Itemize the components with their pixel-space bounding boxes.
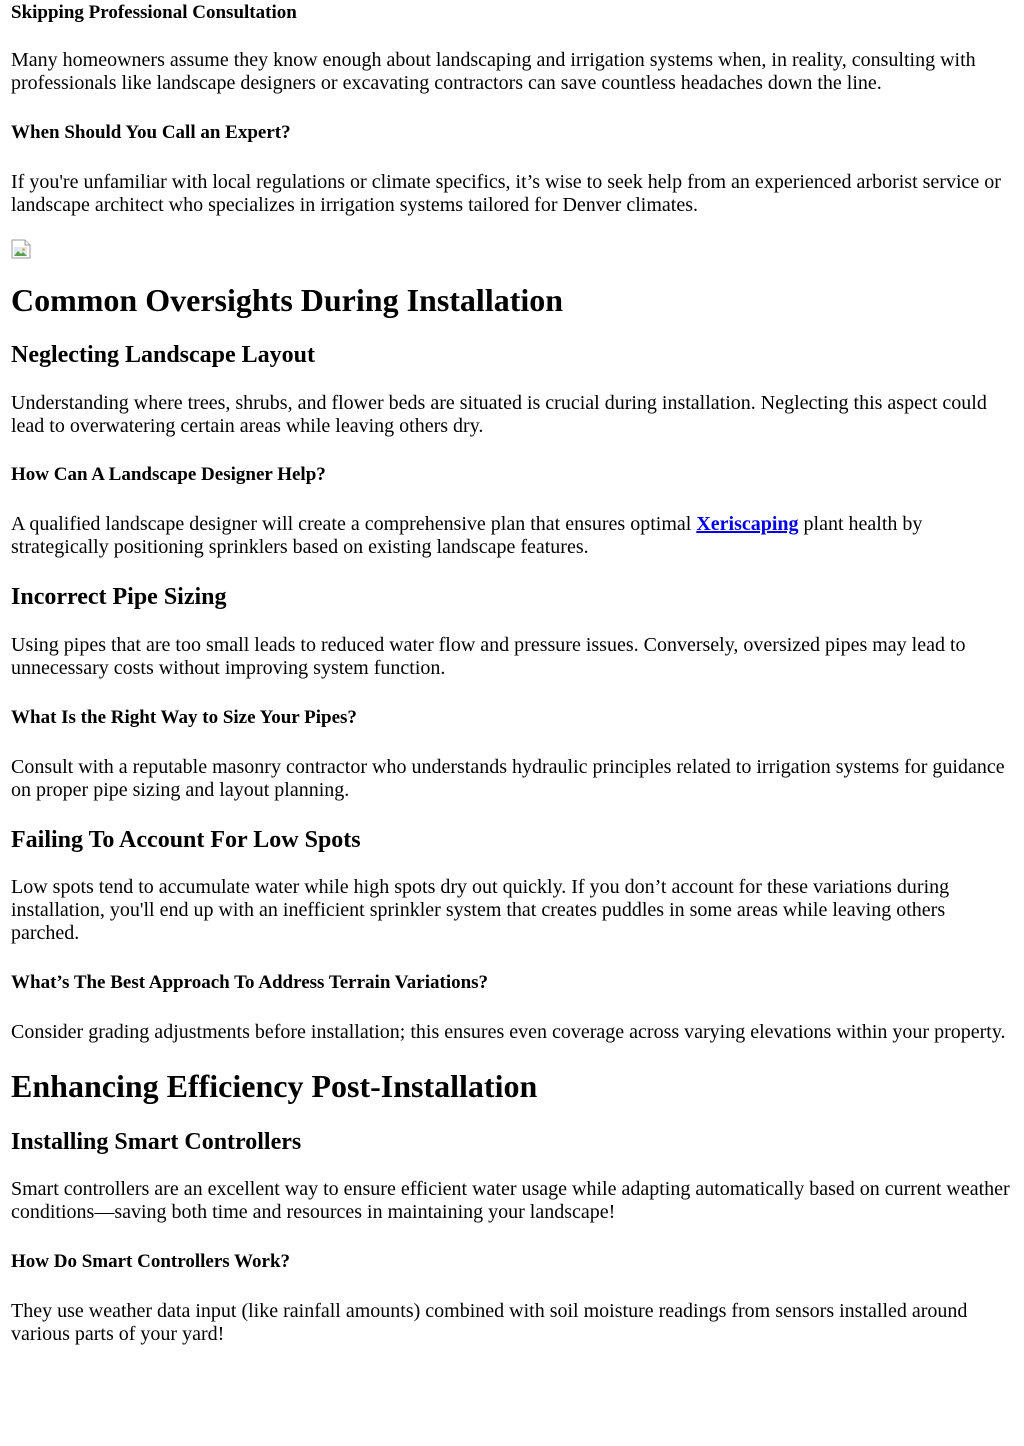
heading-smart-controllers-work: How Do Smart Controllers Work? <box>11 1251 291 1272</box>
paragraph-smart-controllers-work: They use weather data input (like rainfall amounts) combined with soil moisture readings from sensors installed around various parts of your yard! <box>11 1300 968 1345</box>
heading-enhancing-efficiency: Enhancing Efficiency Post-Installation <box>11 1068 538 1104</box>
heading-common-oversights: Common Oversights During Installation <box>11 282 564 318</box>
xeriscaping-link[interactable]: Xeriscaping <box>696 513 799 535</box>
heading-landscape-layout: Neglecting Landscape Layout <box>11 342 316 368</box>
heading-terrain-variations: What’s The Best Approach To Address Terrain Variations? <box>11 972 489 993</box>
heading-low-spots: Failing To Account For Low Spots <box>11 827 361 853</box>
paragraph-designer-text-before: A qualified landscape designer will create a comprehensive plan that ensures optimal <box>11 513 697 535</box>
heading-smart-controllers: Installing Smart Controllers <box>11 1129 302 1155</box>
paragraph-call-expert: If you're unfamiliar with local regulations or climate specifics, it’s wise to seek help from an experienced arborist service or landscape architect who specializes in irrigation systems tailored for Denver climates. <box>11 171 1001 216</box>
paragraph-pipe-sizing: Using pipes that are too small leads to reduced water flow and pressure issues. Conversely, oversized pipes may lead to unnecessary costs without improving system function. <box>11 634 966 679</box>
paragraph-low-spots: Low spots tend to accumulate water while high spots dry out quickly. If you don’t account for these variations during installation, you'll end up with an inefficient sprinkler system that creates puddles in some areas while leaving others parched. <box>11 876 950 944</box>
heading-designer-help: How Can A Landscape Designer Help? <box>11 464 326 485</box>
paragraph-landscape-layout: Understanding where trees, shrubs, and flower beds are situated is crucial during installation. Neglecting this aspect could lead to overwatering certain areas while leaving others dry. <box>11 392 987 437</box>
paragraph-terrain-variations: Consider grading adjustments before installation; this ensures even coverage across varying elevations within your property. <box>11 1021 1006 1043</box>
heading-pipe-sizing: Incorrect Pipe Sizing <box>11 584 227 610</box>
paragraph-smart-controllers: Smart controllers are an excellent way to ensure efficient water usage while adapting automatically based on current weather conditions—saving both time and resources in maintaining your landscape! <box>11 1178 1010 1223</box>
paragraph-designer-text-after: plant health by strategically positioning sprinklers based on existing landscape features. <box>11 513 923 558</box>
paragraph-skipping-consultation: Many homeowners assume they know enough about landscaping and irrigation systems when, in reality, consulting with professionals like landscape designers or excavating contractors can save countless headaches down the line. <box>11 49 976 94</box>
heading-size-pipes: What Is the Right Way to Size Your Pipes? <box>11 707 357 728</box>
paragraph-size-pipes: Consult with a reputable masonry contractor who understands hydraulic principles related to irrigation systems for guidance on proper pipe sizing and layout planning. <box>11 756 1005 801</box>
heading-skipping-consultation: Skipping Professional Consultation <box>11 2 297 23</box>
broken-image-icon <box>11 239 31 259</box>
paragraph-designer-help <box>11 513 1013 559</box>
heading-call-expert: When Should You Call an Expert? <box>11 122 291 143</box>
